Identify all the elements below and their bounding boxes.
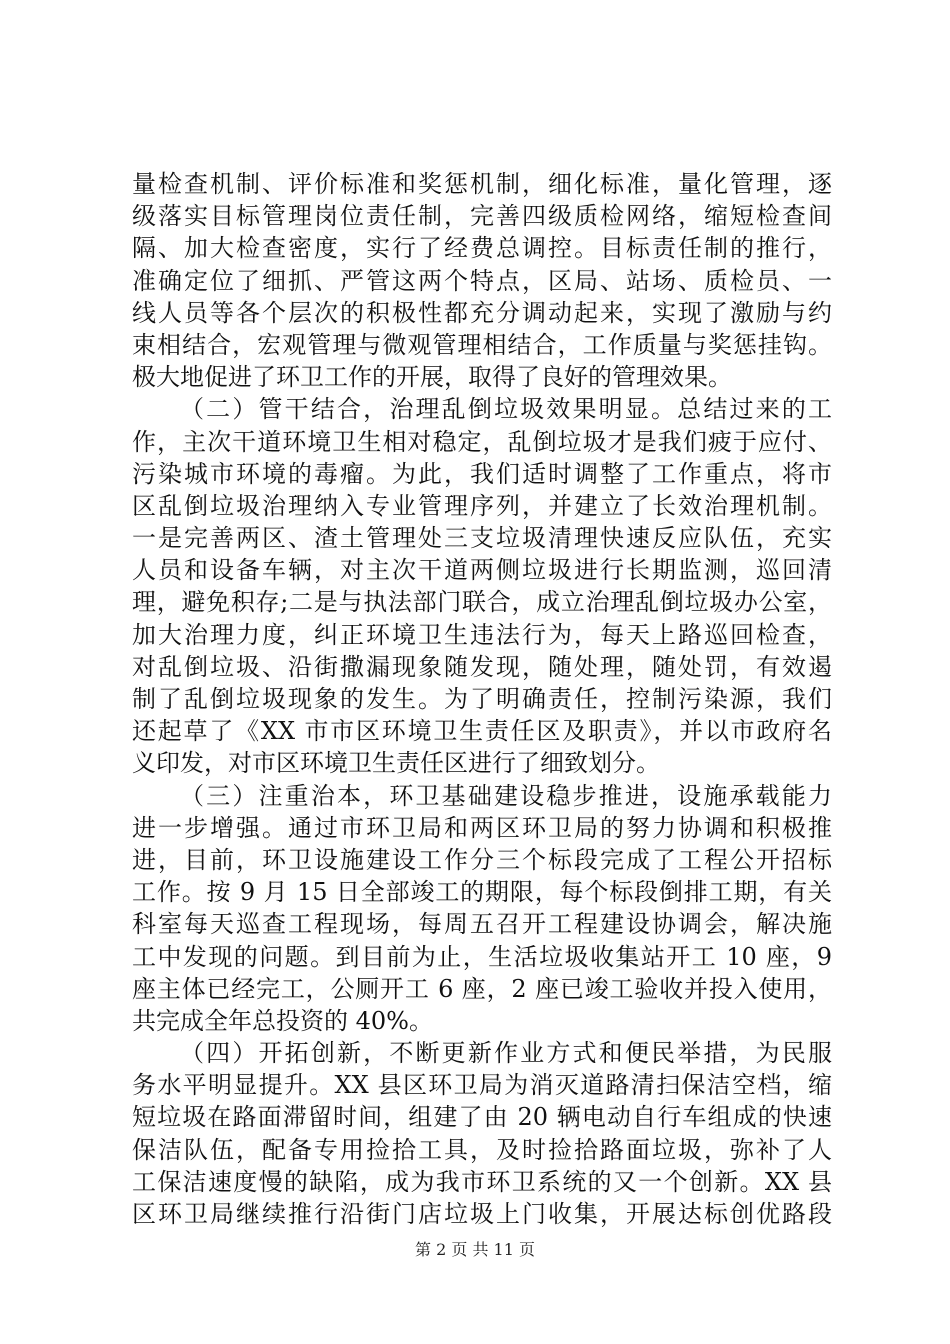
text-line: 线人员等各个层次的积极性都充分调动起来，实现了激励与约	[132, 298, 832, 327]
text-line: 加大治理力度，纠正环境卫生违法行为，每天上路巡回检查，	[132, 620, 832, 649]
text-line: 级落实目标管理岗位责任制，完善四级质检网络，缩短检查间	[132, 202, 832, 231]
text-line: 区乱倒垃圾治理纳入专业管理序列，并建立了长效治理机制。	[132, 491, 832, 520]
paragraph-first-line: （三）注重治本，环卫基础建设稳步推进，设施承载能力	[180, 781, 832, 810]
text-line: 对乱倒垃圾、沿街撒漏现象随发现，随处理，随处罚，有效遏	[132, 652, 832, 681]
text-line: 理，避免积存;二是与执法部门联合，成立治理乱倒垃圾办公室，	[132, 588, 832, 617]
text-line: 束相结合，宏观管理与微观管理相结合，工作质量与奖惩挂钩。	[132, 330, 832, 359]
text-line: 工作。按 9 月 15 日全部竣工的期限，每个标段倒排工期，有关	[132, 878, 832, 907]
text-line: 短垃圾在路面滞留时间，组建了由 20 辆电动自行车组成的快速	[132, 1103, 832, 1132]
paragraph-first-line: （四）开拓创新，不断更新作业方式和便民举措，为民服	[180, 1039, 832, 1068]
text-line: 量检查机制、评价标准和奖惩机制，细化标准，量化管理，逐	[132, 170, 832, 198]
text-line: 一是完善两区、渣土管理处三支垃圾清理快速反应队伍，充实	[132, 524, 832, 553]
text-line: 污染城市环境的毒瘤。为此，我们适时调整了工作重点，将市	[132, 459, 832, 488]
text-line: 人员和设备车辆，对主次干道两侧垃圾进行长期监测，巡回清	[132, 556, 832, 585]
text-line: 极大地促进了环卫工作的开展，取得了良好的管理效果。	[132, 363, 732, 392]
text-line: 工中发现的问题。到目前为止，生活垃圾收集站开工 10 座，9	[132, 942, 832, 971]
text-line: 保洁队伍，配备专用捡拾工具，及时捡拾路面垃圾，弥补了人	[132, 1135, 832, 1164]
text-line: 务水平明显提升。XX 县区环卫局为消灭道路清扫保洁空档，缩	[132, 1071, 832, 1100]
text-line: 区环卫局继续推行沿街门店垃圾上门收集，开展达标创优路段	[132, 1200, 832, 1228]
text-line: 进，目前，环卫设施建设工作分三个标段完成了工程公开招标	[132, 845, 832, 874]
text-line: 还起草了《XX 市市区环境卫生责任区及职责》，并以市政府名	[132, 717, 832, 746]
page-footer: 第 2 页 共 11 页	[415, 1240, 535, 1259]
paragraph-first-line: （二）管干结合，治理乱倒垃圾效果明显。总结过来的工	[180, 395, 832, 424]
text-line: 准确定位了细抓、严管这两个特点，区局、站场、质检员、一	[132, 266, 832, 295]
text-line: 进一步增强。通过市环卫局和两区环卫局的努力协调和积极推	[132, 813, 832, 842]
document-body	[132, 168, 832, 1230]
text-line: 工保洁速度慢的缺陷，成为我市环卫系统的又一个创新。XX 县	[132, 1167, 832, 1196]
text-line: 隔、加大检查密度，实行了经费总调控。目标责任制的推行，	[132, 234, 832, 263]
text-line: 义印发，对市区环境卫生责任区进行了细致划分。	[132, 749, 660, 778]
text-line: 座主体已经完工，公厕开工 6 座，2 座已竣工验收并投入使用，	[132, 974, 832, 1003]
text-line: 制了乱倒垃圾现象的发生。为了明确责任，控制污染源，我们	[132, 685, 832, 713]
text-line: 作，主次干道环境卫生相对稳定，乱倒垃圾才是我们疲于应付、	[132, 427, 832, 456]
text-line: 科室每天巡查工程现场，每周五召开工程建设协调会，解决施	[132, 910, 832, 939]
text-line: 共完成全年总投资的 40%。	[132, 1006, 433, 1035]
